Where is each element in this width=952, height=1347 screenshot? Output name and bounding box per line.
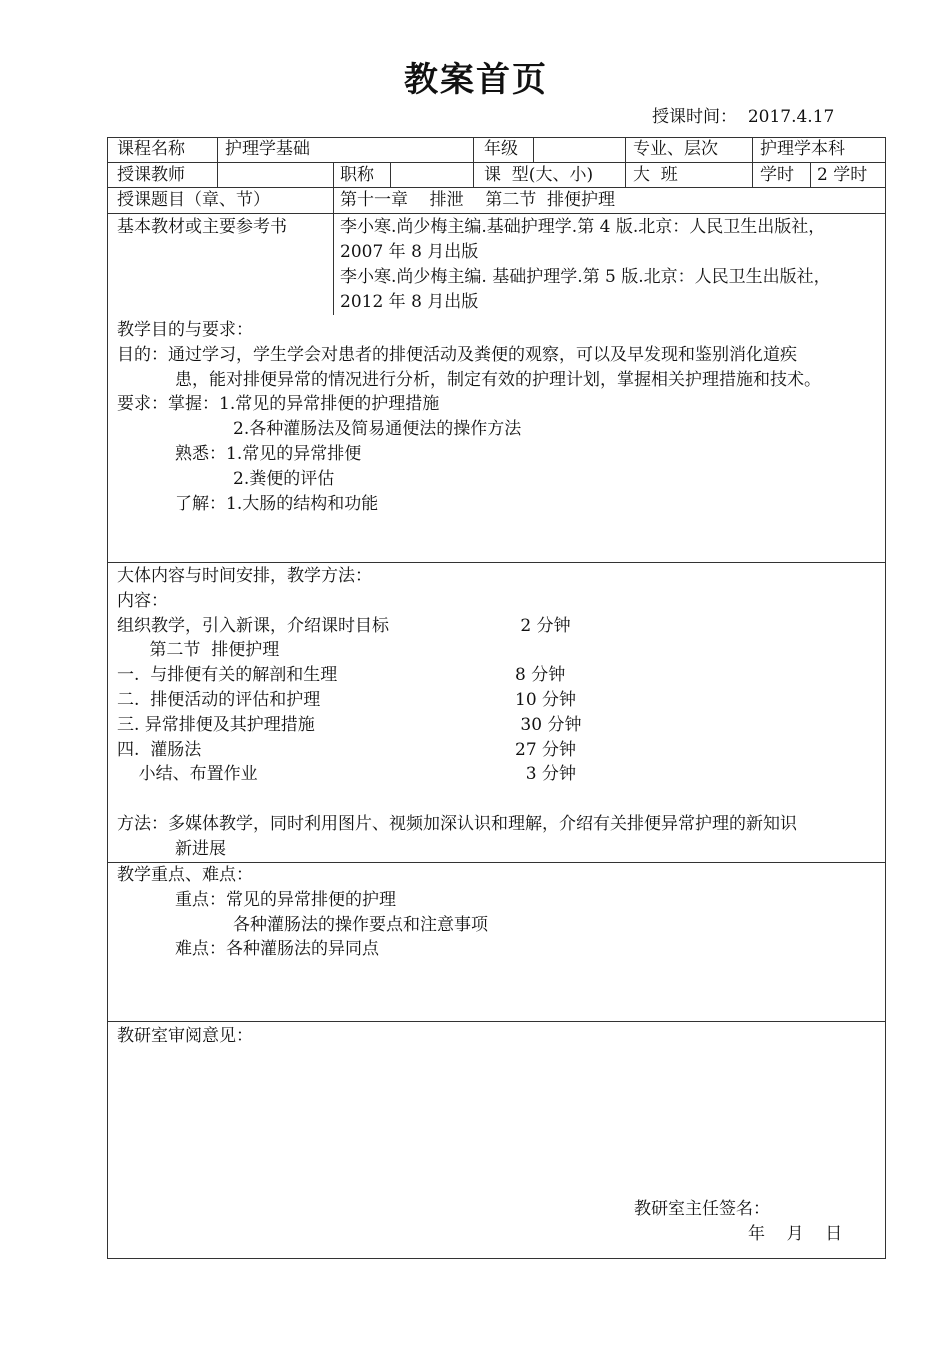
header-grid	[107, 137, 886, 316]
textbook-label: 基本教材或主要参考书	[117, 217, 287, 237]
teacher-label: 授课教师	[117, 165, 185, 185]
requirement-familiar: 熟悉：1.常见的异常排便	[175, 443, 362, 464]
textbook-line: 2012 年 8 月出版	[340, 292, 479, 312]
schedule-row: 一. 与排便有关的解剖和生理 8 分钟	[117, 665, 566, 686]
method-line: 方法：多媒体教学，同时利用图片、视频加深认识和理解，介绍有关排便异常护理的新知识	[117, 814, 797, 835]
key-points-heading: 教学重点、难点：	[117, 865, 253, 885]
topic-value: 第十一章 排泄 第二节 排便护理	[340, 190, 616, 210]
course-label: 课程名称	[117, 139, 185, 159]
hours-value: 2 学时	[817, 165, 868, 185]
objectives-section	[117, 318, 882, 516]
date-label: 授课时间：	[652, 107, 737, 127]
date-value: 2017.4.17	[747, 107, 835, 127]
purpose-line: 患，能对排便异常的情况进行分析，制定有效的护理计划，掌握相关护理措施和技术。	[175, 369, 821, 390]
content-section	[117, 564, 882, 862]
course-value: 护理学基础	[225, 139, 310, 159]
textbook-line: 李小寒.尚少梅主编. 基础护理学.第 5 版.北京：人民卫生出版社，	[340, 267, 831, 287]
major-label: 专业、层次	[633, 139, 718, 159]
schedule-row: 四. 灌肠法 27 分钟	[117, 739, 577, 760]
major-value: 护理学本科	[760, 139, 845, 159]
grade-label: 年级	[484, 139, 518, 159]
key-point: 各种灌肠法的操作要点和注意事项	[233, 914, 488, 935]
review-heading: 教研室审阅意见：	[117, 1026, 253, 1046]
textbook-list	[340, 215, 831, 315]
requirement-master: 2.各种灌肠法及简易通便法的操作方法	[233, 419, 522, 440]
page-title: 教案首页	[404, 60, 548, 100]
schedule-row: 三. 异常排便及其护理措施 30 分钟	[117, 714, 582, 735]
key-points-section	[117, 863, 882, 962]
method-line: 新进展	[175, 838, 226, 859]
requirement-familiar: 2.粪便的评估	[233, 468, 335, 489]
hours-label: 学时	[760, 165, 794, 185]
objectives-heading: 教学目的与要求：	[117, 320, 253, 340]
schedule-row: 组织教学，引入新课，介绍课时目标 2 分钟	[117, 615, 571, 636]
textbook-line: 2007 年 8 月出版	[340, 242, 479, 262]
class-type-label: 课 型(大、小)	[484, 165, 594, 185]
lesson-date	[652, 102, 834, 127]
content-subheading: 内容：	[117, 590, 168, 611]
requirement-master: 要求：掌握：1.常见的异常排便的护理措施	[117, 394, 440, 415]
schedule-row: 第二节 排便护理	[117, 640, 280, 661]
requirement-know: 了解：1.大肠的结构和功能	[175, 493, 379, 514]
textbook-line: 李小寒.尚少梅主编.基础护理学.第 4 版.北京：人民卫生出版社，	[340, 217, 826, 237]
key-point: 重点：常见的异常排便的护理	[175, 889, 396, 910]
topic-label: 授课题目（章、节）	[117, 190, 270, 210]
content-heading: 大体内容与时间安排，教学方法：	[117, 566, 372, 586]
schedule-row: 二. 排便活动的评估和护理 10 分钟	[117, 689, 577, 710]
title-label: 职称	[340, 165, 374, 185]
difficult-point: 难点：各种灌肠法的异同点	[175, 939, 379, 960]
sections	[107, 315, 886, 1259]
purpose-line: 目的：通过学习，学生学会对患者的排便活动及粪便的观察，可以及早发现和鉴别消化道疾	[117, 344, 797, 365]
signature-label: 教研室主任签名：	[634, 1199, 770, 1219]
schedule-row: 小结、布置作业 3 分钟	[117, 764, 577, 785]
class-type-value: 大 班	[633, 165, 678, 185]
review-date-line: 年 月 日	[748, 1224, 843, 1244]
